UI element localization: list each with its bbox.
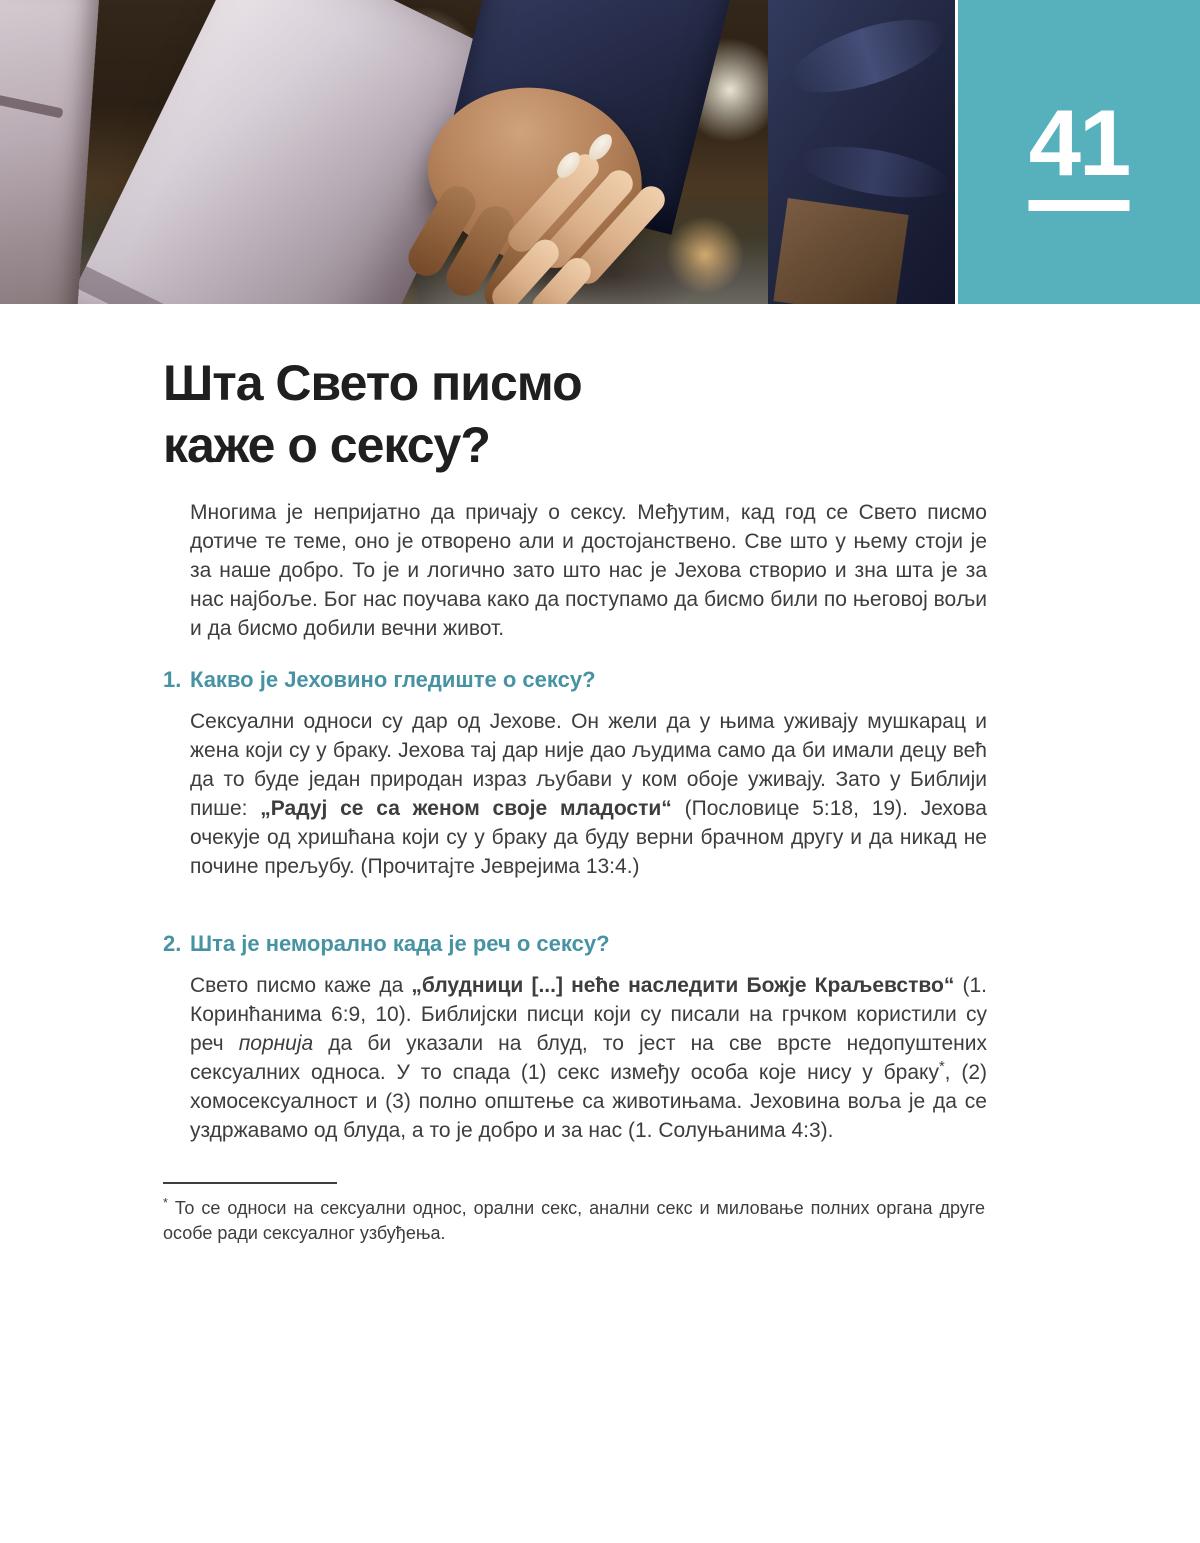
page-title [163,352,1003,476]
question-1-heading [163,667,987,693]
footnote-rule [163,1182,337,1184]
question-1-text: Какво је Јеховино гледиште о сексу? [190,667,596,692]
holding-hands-photo [0,0,955,304]
question-1-number: 1. [163,667,182,692]
question-2-text: Шта је неморално када је реч о сексу? [190,931,610,956]
chapter-number-block [958,0,1200,304]
question-2-answer: Свето писмо каже да „блудници [...] неће наследити Божје Краљевство“ (1. Коринћанима 6:9, 10). Библијски писци који су писали на грчком користили су реч порнија да би указали на блуд, то јест на све врсте недопуштених сексуалних односа. У то спада (1) секс између особа које нису у браку*, (2) хомосексуалност и (3) полно општење са животињама. Јеховина воља је да се уздржавамо од блуда, а то је добро и за нас (1. Солуњанима 4:3). [190,974,987,1142]
photo-coat-pocket [0,94,64,119]
question-2-number: 2. [163,931,182,956]
intro-paragraph: Многима је непријатно да причају о сексу. Међутим, кад год се Свето писмо дотиче те теме, оно је отворено али и достојанствено. Све што у њему стоји је за наше добро. То је и логично зато што нас је Јехова створио и зна шта је за нас најбоље. Бог нас поучава како да поступамо да бисмо били по његовој вољи и да бисмо добили вечни живот. [190,501,987,640]
photo-left-coat [0,0,99,304]
chapter-number-underline [1029,200,1130,211]
footnote: * То се односи на сексуални однос, орални секс, анални секс и миловање полних органа друге особе ради сексуалног узбуђења. [163,1196,985,1243]
chapter-number: 41 [1028,90,1130,195]
page-header [0,0,1200,304]
question-2-heading [163,931,987,957]
page-title-line-1: Шта Свето писмо [163,355,582,411]
page-title-line-2: каже о сексу? [163,417,490,473]
question-1-answer: Сексуални односи су дар од Јехове. Он жели да у њима уживају мушкарац и жена који су у браку. Јехова тај дар није дао људима само да би имали децу већ да то буде један природан израз љубави у ком обоје уживају. Зато у Библији пише: „Радуј се са женом своје младости“ (Пословице 5:18, 19). Јехова очекује од хришћана који су у браку да буду верни брачном другу и да никад не почине прељубу. (Прочитајте Јеврејима 13:4.) [190,710,987,878]
photo-sleeve-hem [76,266,356,304]
photo-pants [773,198,908,304]
